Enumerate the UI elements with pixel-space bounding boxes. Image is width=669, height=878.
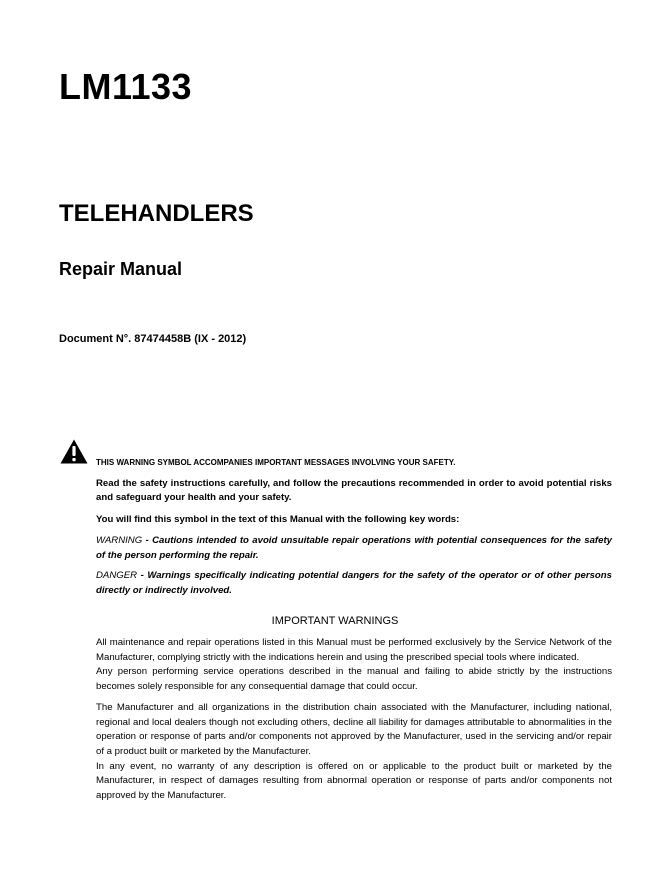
document-title: TELEHANDLERS bbox=[59, 200, 254, 227]
important-warnings-heading: IMPORTANT WARNINGS bbox=[271, 615, 399, 627]
warning-paragraph-responsibility: Any person performing service operations described in the manual and failing to abide strictly by the instructions becomes solely responsible for any consequential damage that could occur. bbox=[96, 666, 612, 693]
read-instructions-text: Read the safety instructions carefully, and follow the precautions recommended in order to avoid potential risks and safeguard your health and your safety. bbox=[96, 477, 612, 503]
danger-text: - Warnings specifically indicating potential dangers for the safety of the operator or of other persons directly or indirectly involved. bbox=[96, 570, 612, 596]
symbol-caption: THIS WARNING SYMBOL ACCOMPANIES IMPORTANT MESSAGES INVOLVING YOUR SAFETY. bbox=[96, 458, 456, 467]
warning-paragraph-service-network: All maintenance and repair operations listed in this Manual must be performed exclusively by the Service Network of the Manufacturer, complying strictly with the indications herein and using the prescribed special tools where indicated. bbox=[96, 637, 612, 663]
safety-section bbox=[96, 456, 612, 598]
document-number: Document N°. 87474458B (IX - 2012) bbox=[59, 333, 247, 345]
important-warnings-body bbox=[96, 636, 612, 804]
document-subtitle: Repair Manual bbox=[59, 259, 183, 279]
warning-keyword: WARNING bbox=[96, 535, 143, 546]
danger-keyword: DANGER bbox=[96, 570, 138, 581]
warning-text: - Cautions intended to avoid unsuitable repair operations with potential consequences for the safety of the person performing the repair. bbox=[96, 535, 612, 561]
key-words-intro: You will find this symbol in the text of this Manual with the following key words: bbox=[96, 513, 460, 525]
warning-paragraph-warranty: In any event, no warranty of any description is offered on or applicable to the product built or marketed by the Manufacturer, in respect of damages resulting from abnormal operation or response of parts and/or components not approved by the Manufacturer. bbox=[96, 760, 612, 802]
danger-definition bbox=[96, 569, 612, 598]
warning-definition bbox=[96, 534, 612, 563]
warning-triangle-icon bbox=[60, 439, 88, 464]
warning-paragraph-liability: The Manufacturer and all organizations in the distribution chain associated with the Manufacturer, including national, regional and local dealers though not excluding others, decline all liability for damages attributable to abnormalities in the operation or response of parts and/or components not approved by the Manufacturer, used in the servicing and/or repair of a product built or marketed by the Manufacturer. bbox=[96, 701, 612, 757]
model-number: LM1133 bbox=[59, 66, 193, 107]
